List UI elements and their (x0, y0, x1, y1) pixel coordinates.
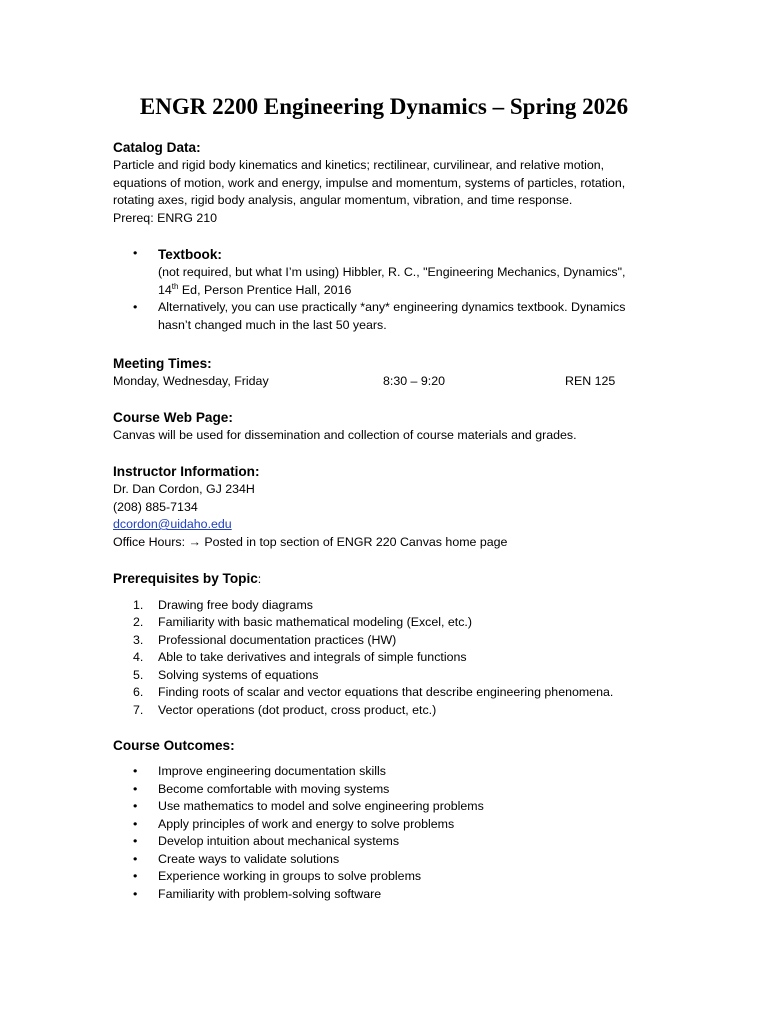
textbook-section (113, 245, 673, 334)
list-item-text: Experience working in groups to solve problems (158, 869, 422, 883)
bullet-icon: • (133, 834, 138, 848)
alternative-text-line: Alternatively, you can use practically *any* engineering dynamics textbook. Dynamics (158, 300, 626, 314)
web-heading: Course Web Page: (113, 410, 233, 425)
list-number: 5. (133, 667, 144, 682)
outcomes-section (113, 736, 673, 903)
bullet-icon: • (133, 764, 138, 778)
office-hours-label: Office Hours: (113, 534, 189, 549)
meeting-room: REN 125 (565, 374, 616, 388)
meeting-heading: Meeting Times: (113, 356, 212, 371)
bullet-icon: • (133, 851, 138, 866)
instructor-email-link[interactable]: dcordon@uidaho.edu (113, 517, 232, 531)
edition-number: 14 (158, 282, 172, 297)
list-item-text: Develop intuition about mechanical systems (158, 834, 400, 848)
bullet-icon: • (133, 246, 138, 260)
list-number: 3. (133, 632, 144, 647)
list-item-text: Apply principles of work and energy to solve problems (158, 816, 455, 831)
catalog-line: rotating axes, rigid body analysis, angular momentum, vibration, and time response. (113, 193, 573, 207)
list-item-text: Improve engineering documentation skills (158, 764, 386, 778)
list-number: 6. (133, 685, 144, 699)
web-section (113, 408, 673, 445)
office-hours (113, 534, 673, 552)
catalog-line: Particle and rigid body kinematics and kinetics; rectilinear, curvilinear, and relative motion, (113, 158, 605, 172)
alternative-text-line: hasn’t changed much in the last 50 years. (158, 317, 387, 332)
outcomes-heading: Course Outcomes: (113, 738, 235, 753)
office-hours-text: Posted in top section of ENGR 220 Canvas home page (200, 534, 508, 549)
edition-suffix: th (171, 281, 179, 291)
list-item (113, 868, 673, 886)
list-item (113, 702, 673, 720)
list-item (113, 684, 673, 702)
list-item (113, 816, 673, 834)
list-item-text: Professional documentation practices (HW) (158, 632, 397, 647)
bullet-icon: • (133, 781, 138, 796)
list-item (113, 763, 673, 781)
prereq-line: Prereq: ENRG 210 (113, 210, 217, 225)
textbook-heading: Textbook: (158, 247, 222, 262)
list-item-text: Become comfortable with moving systems (158, 781, 390, 796)
catalog-line: equations of motion, work and energy, impulse and momentum, systems of particles, rotation, (113, 175, 626, 190)
meeting-row (113, 373, 673, 391)
list-item (113, 597, 673, 615)
instructor-phone: (208) 885-7134 (113, 499, 198, 514)
textbook-citation: (not required, but what I’m using) Hibbler, R. C., "Engineering Mechanics, Dynamics", (158, 265, 626, 279)
bullet-icon: • (133, 799, 138, 813)
catalog-section (113, 138, 673, 227)
bullet-icon: • (133, 300, 138, 314)
list-item (113, 667, 673, 685)
page-title: ENGR 2200 Engineering Dynamics – Spring 2026 (139, 94, 629, 119)
list-number: 7. (133, 702, 144, 717)
meeting-section (113, 354, 673, 391)
list-item (113, 632, 673, 650)
list-item-text: Vector operations (dot product, cross product, etc.) (158, 702, 437, 717)
prereqs-heading: Prerequisites by Topic (113, 571, 258, 586)
list-item-text: Able to take derivatives and integrals of simple functions (158, 650, 467, 664)
prereqs-list (113, 597, 673, 720)
textbook-edition (158, 282, 673, 300)
list-number: 4. (133, 650, 144, 664)
list-number: 2. (133, 615, 144, 629)
list-number: 1. (133, 597, 144, 612)
prereqs-section (113, 569, 673, 719)
list-item-text: Create ways to validate solutions (158, 851, 340, 866)
web-text: Canvas will be used for dissemination and collection of course materials and grades. (113, 428, 577, 442)
list-item (113, 649, 673, 667)
instructor-name: Dr. Dan Cordon, GJ 234H (113, 482, 255, 496)
meeting-time: 8:30 – 9:20 (383, 374, 446, 388)
bullet-icon: • (133, 869, 138, 883)
list-item (113, 833, 673, 851)
list-item (113, 798, 673, 816)
list-item-text: Familiarity with problem-solving software (158, 886, 382, 901)
list-item-text: Drawing free body diagrams (158, 597, 313, 612)
bullet-icon: • (133, 816, 138, 831)
instructor-heading: Instructor Information: (113, 464, 260, 479)
list-item (113, 614, 673, 632)
instructor-section (113, 462, 673, 551)
meeting-days: Monday, Wednesday, Friday (113, 374, 269, 388)
prereqs-colon: : (257, 572, 262, 586)
list-item (113, 851, 673, 869)
arrow-right-icon: → (188, 534, 201, 549)
list-item (113, 781, 673, 799)
outcomes-list (113, 763, 673, 903)
list-item-text: Finding roots of scalar and vector equations that describe engineering phenomena. (158, 685, 614, 699)
bullet-icon: • (133, 886, 138, 901)
list-item (113, 886, 673, 904)
list-item-text: Familiarity with basic mathematical modeling (Excel, etc.) (158, 615, 472, 629)
list-item-text: Use mathematics to model and solve engineering problems (158, 799, 484, 813)
catalog-heading: Catalog Data: (113, 140, 201, 155)
edition-publisher: Ed, Person Prentice Hall, 2016 (178, 282, 352, 297)
list-item-text: Solving systems of equations (158, 667, 319, 682)
